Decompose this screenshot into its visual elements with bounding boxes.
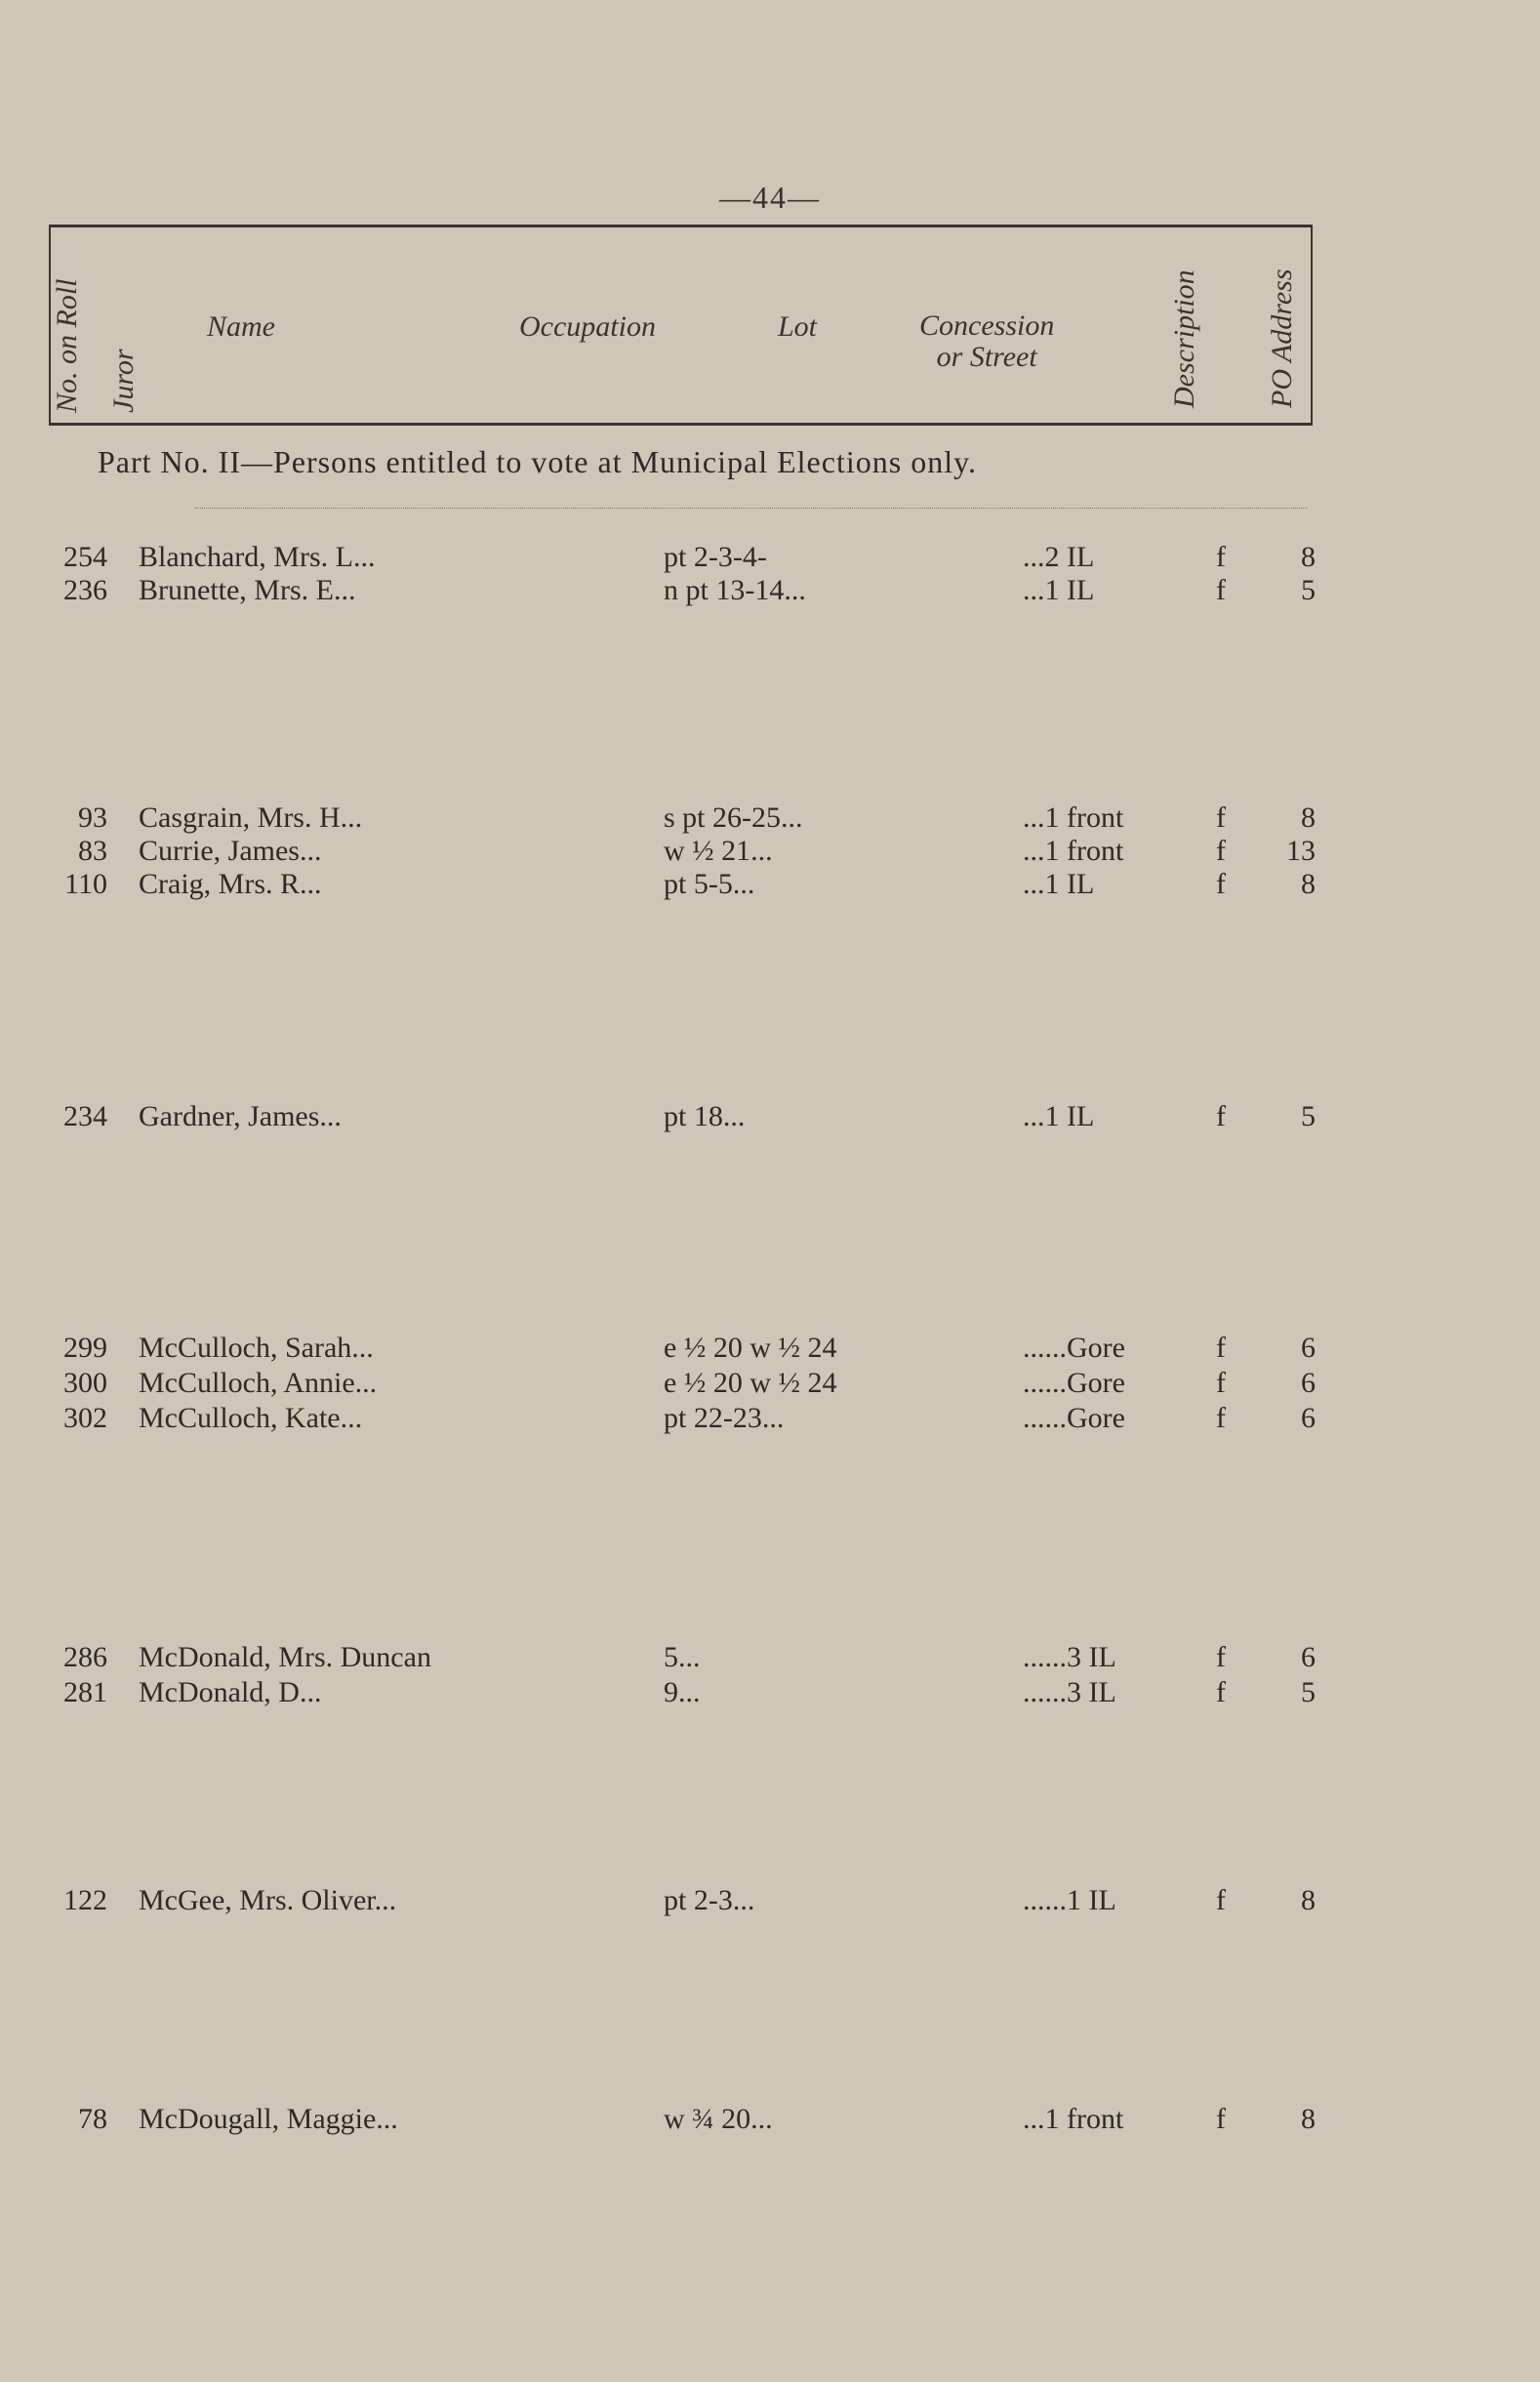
po-address: 5 xyxy=(1301,1100,1316,1132)
concession: ......Gore xyxy=(1023,1367,1125,1399)
part-title: Part No. II—Persons entitled to vote at Municipal Elections only. xyxy=(98,444,977,479)
roll-number: 83 xyxy=(78,835,107,867)
description: f xyxy=(1216,835,1226,867)
concession: ......Gore xyxy=(1023,1402,1125,1434)
description: f xyxy=(1216,1884,1226,1916)
po-address: 5 xyxy=(1301,574,1316,606)
description: f xyxy=(1216,2103,1226,2135)
roll-number: 299 xyxy=(63,1332,107,1364)
concession: ...1 front xyxy=(1023,835,1124,867)
header-no-on-roll: No. on Roll xyxy=(51,278,83,413)
lot: 5... xyxy=(664,1641,701,1673)
table-row xyxy=(0,1639,1540,1676)
roll-number: 281 xyxy=(63,1676,107,1708)
description: f xyxy=(1216,801,1226,834)
po-address: 6 xyxy=(1301,1367,1316,1399)
voter-name: McCulloch, Kate... xyxy=(139,1402,363,1434)
lot: n pt 13-14... xyxy=(664,574,806,606)
header-concession-line2: or Street xyxy=(936,341,1037,373)
po-address: 13 xyxy=(1286,835,1316,867)
header-concession xyxy=(919,310,1054,373)
part-divider xyxy=(195,508,1308,509)
lot: pt 2-3-4- xyxy=(664,541,767,573)
concession: ...1 front xyxy=(1023,801,1124,834)
table-row xyxy=(0,1098,1540,1135)
page-number: —44— xyxy=(719,180,821,215)
roll-number: 300 xyxy=(63,1367,107,1399)
description: f xyxy=(1216,541,1226,573)
voter-name: Brunette, Mrs. E... xyxy=(139,574,356,606)
voter-name: McCulloch, Sarah... xyxy=(139,1332,374,1364)
roll-number: 254 xyxy=(63,541,107,573)
column-header xyxy=(49,225,1313,426)
voter-name: Currie, James... xyxy=(139,835,322,867)
table-row xyxy=(0,1330,1540,1367)
description: f xyxy=(1216,1100,1226,1132)
lot: pt 5-5... xyxy=(664,868,755,900)
concession: ......3 IL xyxy=(1023,1641,1116,1673)
voter-name: McCulloch, Annie... xyxy=(139,1367,378,1399)
voter-name: Craig, Mrs. R... xyxy=(139,868,322,900)
description: f xyxy=(1216,574,1226,606)
description: f xyxy=(1216,1332,1226,1364)
po-address: 8 xyxy=(1301,2103,1316,2135)
po-address: 6 xyxy=(1301,1402,1316,1434)
roll-number: 110 xyxy=(64,868,107,900)
lot: s pt 26-25... xyxy=(664,801,803,834)
lot: pt 22-23... xyxy=(664,1402,785,1434)
table-row xyxy=(0,800,1540,837)
table-row xyxy=(0,866,1540,903)
voter-name: Casgrain, Mrs. H... xyxy=(139,801,363,834)
voter-name: McDonald, Mrs. Duncan xyxy=(139,1641,431,1673)
roll-number: 78 xyxy=(78,2103,107,2135)
lot: e ½ 20 w ½ 24 xyxy=(664,1332,837,1364)
table-row xyxy=(0,1882,1540,1919)
header-concession-line1: Concession xyxy=(919,309,1055,342)
po-address: 6 xyxy=(1301,1641,1316,1673)
lot: 9... xyxy=(664,1676,701,1708)
description: f xyxy=(1216,1367,1226,1399)
po-address: 6 xyxy=(1301,1332,1316,1364)
description: f xyxy=(1216,1402,1226,1434)
concession: ...1 IL xyxy=(1023,574,1095,606)
lot: pt 2-3... xyxy=(664,1884,755,1916)
concession: ......3 IL xyxy=(1023,1676,1116,1708)
voter-name: McDougall, Maggie... xyxy=(139,2103,398,2135)
description: f xyxy=(1216,868,1226,900)
concession: ...1 IL xyxy=(1023,1100,1095,1132)
table-row xyxy=(0,1365,1540,1402)
table-row xyxy=(0,1674,1540,1711)
po-address: 5 xyxy=(1301,1676,1316,1708)
table-row xyxy=(0,572,1540,609)
roll-number: 93 xyxy=(78,801,107,834)
roll-number: 122 xyxy=(63,1884,107,1916)
roll-number: 302 xyxy=(63,1402,107,1434)
header-occupation: Occupation xyxy=(519,310,656,343)
po-address: 8 xyxy=(1301,1884,1316,1916)
header-po-address: PO Address xyxy=(1266,268,1298,408)
voter-name: McGee, Mrs. Oliver... xyxy=(139,1884,397,1916)
lot: pt 18... xyxy=(664,1100,746,1132)
concession: ......Gore xyxy=(1023,1332,1125,1364)
header-description: Description xyxy=(1168,269,1200,408)
description: f xyxy=(1216,1641,1226,1673)
po-address: 8 xyxy=(1301,541,1316,573)
roll-number: 234 xyxy=(63,1100,107,1132)
table-row xyxy=(0,2101,1540,2138)
concession: ...1 front xyxy=(1023,2103,1124,2135)
lot: e ½ 20 w ½ 24 xyxy=(664,1367,837,1399)
roll-number: 286 xyxy=(63,1641,107,1673)
concession: ...1 IL xyxy=(1023,868,1095,900)
concession: ......1 IL xyxy=(1023,1884,1116,1916)
voter-name: Gardner, James... xyxy=(139,1100,342,1132)
header-juror: Juror xyxy=(107,349,140,413)
voter-name: Blanchard, Mrs. L... xyxy=(139,541,376,573)
voter-name: McDonald, D... xyxy=(139,1676,322,1708)
po-address: 8 xyxy=(1301,868,1316,900)
table-row xyxy=(0,833,1540,870)
table-row xyxy=(0,539,1540,576)
concession: ...2 IL xyxy=(1023,541,1095,573)
table-row xyxy=(0,1400,1540,1437)
roll-number: 236 xyxy=(63,574,107,606)
po-address: 8 xyxy=(1301,801,1316,834)
lot: w ¾ 20... xyxy=(664,2103,773,2135)
description: f xyxy=(1216,1676,1226,1708)
lot: w ½ 21... xyxy=(664,835,773,867)
header-lot: Lot xyxy=(778,310,818,343)
header-name: Name xyxy=(207,310,275,343)
